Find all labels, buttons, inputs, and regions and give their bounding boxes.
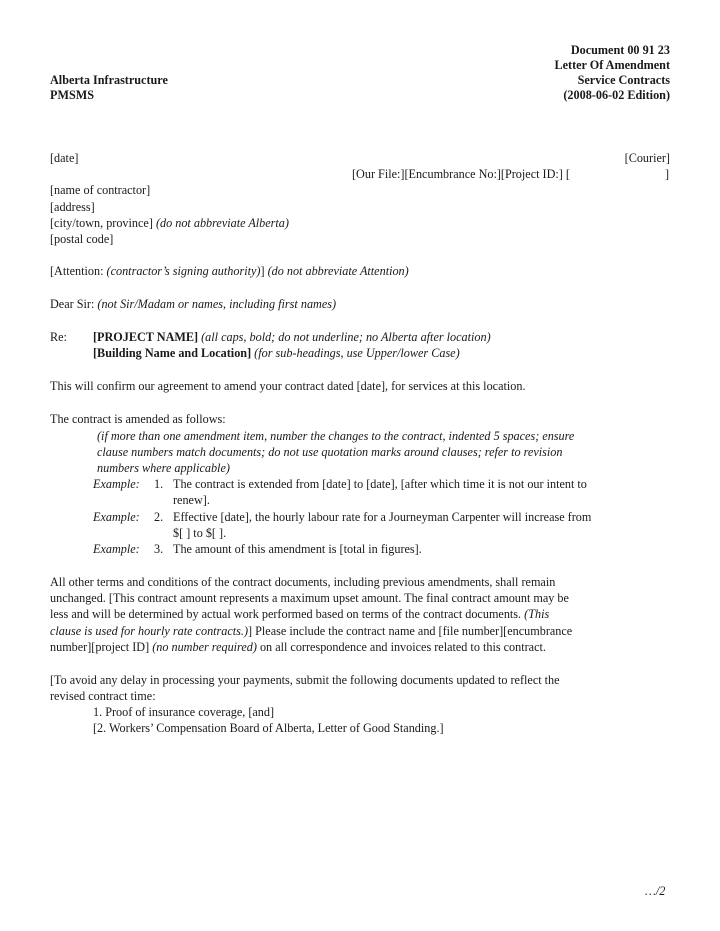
terms-line-1: All other terms and conditions of the contract documents, including previous amendments, shall remain <box>50 575 556 589</box>
re-building-line <box>93 346 460 361</box>
example-text-line1: Effective [date], the hourly labour rate for a Journeyman Carpenter will increase from <box>173 510 592 524</box>
document-title: Letter Of Amendment <box>554 58 670 72</box>
building-name: [Building Name and Location] <box>93 346 252 360</box>
building-note: (for sub-headings, use Upper/lower Case) <box>254 346 460 360</box>
terms-line-5-text-b: on all correspondence and invoices related to this contract. <box>259 640 546 654</box>
terms-line-5 <box>50 640 546 655</box>
contractor-name: [name of contractor] <box>50 183 151 197</box>
document-number: Document 00 91 23 <box>570 43 670 57</box>
attention-close: ] <box>260 264 265 278</box>
file-reference-text: [Our File:][Encumbrance No:][Project ID:] [ <box>352 167 570 181</box>
amended-note-2: clause numbers match documents; do not use quotation marks around clauses; refer to revision <box>97 445 563 459</box>
confirm-paragraph: This will confirm our agreement to amend your contract dated [date], for services at this location. <box>50 379 526 393</box>
city-note: (do not abbreviate Alberta) <box>155 216 289 230</box>
terms-line-5-note: (no number required) <box>152 640 257 654</box>
page-continuation: …/2 <box>645 884 666 898</box>
terms-line-4-note: clause is used for hourly rate contracts.) <box>50 624 249 638</box>
example-text-line1: The contract is extended from [date] to [date], [after which time it is not our intent to <box>173 477 587 491</box>
courier-field: [Courier] <box>624 151 670 165</box>
example-text-line1: The amount of this amendment is [total in figures]. <box>173 542 422 556</box>
payments-line-1: [To avoid any delay in processing your payments, submit the following documents updated to reflect the <box>50 673 560 687</box>
attention-line <box>50 264 409 279</box>
example-text-line2: renew]. <box>173 493 210 507</box>
example-label: Example: <box>93 477 140 491</box>
attention-authority: (contractor’s signing authority) <box>106 264 261 278</box>
example-label: Example: <box>93 542 140 556</box>
terms-line-5-text-a: number][project ID] <box>50 640 150 654</box>
file-reference-close: ] <box>665 167 670 181</box>
city-text: [city/town, province] <box>50 216 153 230</box>
terms-line-4-text: ] Please include the contract name and [file number][encumbrance <box>248 624 573 638</box>
terms-line-3-note: (This <box>524 607 550 621</box>
attention-open: [Attention: <box>50 264 104 278</box>
project-name: [PROJECT NAME] <box>93 330 199 344</box>
terms-line-2: unchanged. [This contract amount represents a maximum upset amount. The final contract amount may be <box>50 591 569 605</box>
contractor-address: [address] <box>50 200 95 214</box>
terms-line-4 <box>50 624 572 639</box>
re-project-line <box>93 330 491 345</box>
header-org-name: Alberta Infrastructure <box>50 73 168 87</box>
payments-item: 1. Proof of insurance coverage, [and] <box>93 705 275 719</box>
payments-item: [2. Workers’ Compensation Board of Alberta, Letter of Good Standing.] <box>93 721 444 735</box>
example-number: 2. <box>154 510 164 524</box>
re-label: Re: <box>50 330 67 344</box>
contractor-city <box>50 216 289 231</box>
payments-line-2: revised contract time: <box>50 689 156 703</box>
amended-intro: The contract is amended as follows: <box>50 412 226 426</box>
example-number: 1. <box>154 477 164 491</box>
project-note: (all caps, bold; do not underline; no Alberta after location) <box>201 330 491 344</box>
example-text-line2: $[ ] to $[ ]. <box>173 526 227 540</box>
attention-note: (do not abbreviate Attention) <box>267 264 409 278</box>
amended-note-3: numbers where applicable) <box>97 461 230 475</box>
terms-line-3 <box>50 607 549 622</box>
amended-note-1: (if more than one amendment item, number the changes to the contract, indented 5 spaces; ensure <box>97 429 575 443</box>
example-number: 3. <box>154 542 164 556</box>
example-label: Example: <box>93 510 140 524</box>
terms-line-3-text: less and will be determined by actual work performed based on terms of the contract documents. <box>50 607 522 621</box>
salutation-text: Dear Sir: <box>50 297 95 311</box>
document-edition: (2008-06-02 Edition) <box>563 88 670 102</box>
salutation-note: (not Sir/Madam or names, including first names) <box>97 297 337 311</box>
document-category: Service Contracts <box>577 73 670 87</box>
header-system-name: PMSMS <box>50 88 95 102</box>
salutation-line <box>50 297 336 312</box>
file-reference <box>352 167 570 182</box>
contractor-postal: [postal code] <box>50 232 114 246</box>
date-field: [date] <box>50 151 79 165</box>
